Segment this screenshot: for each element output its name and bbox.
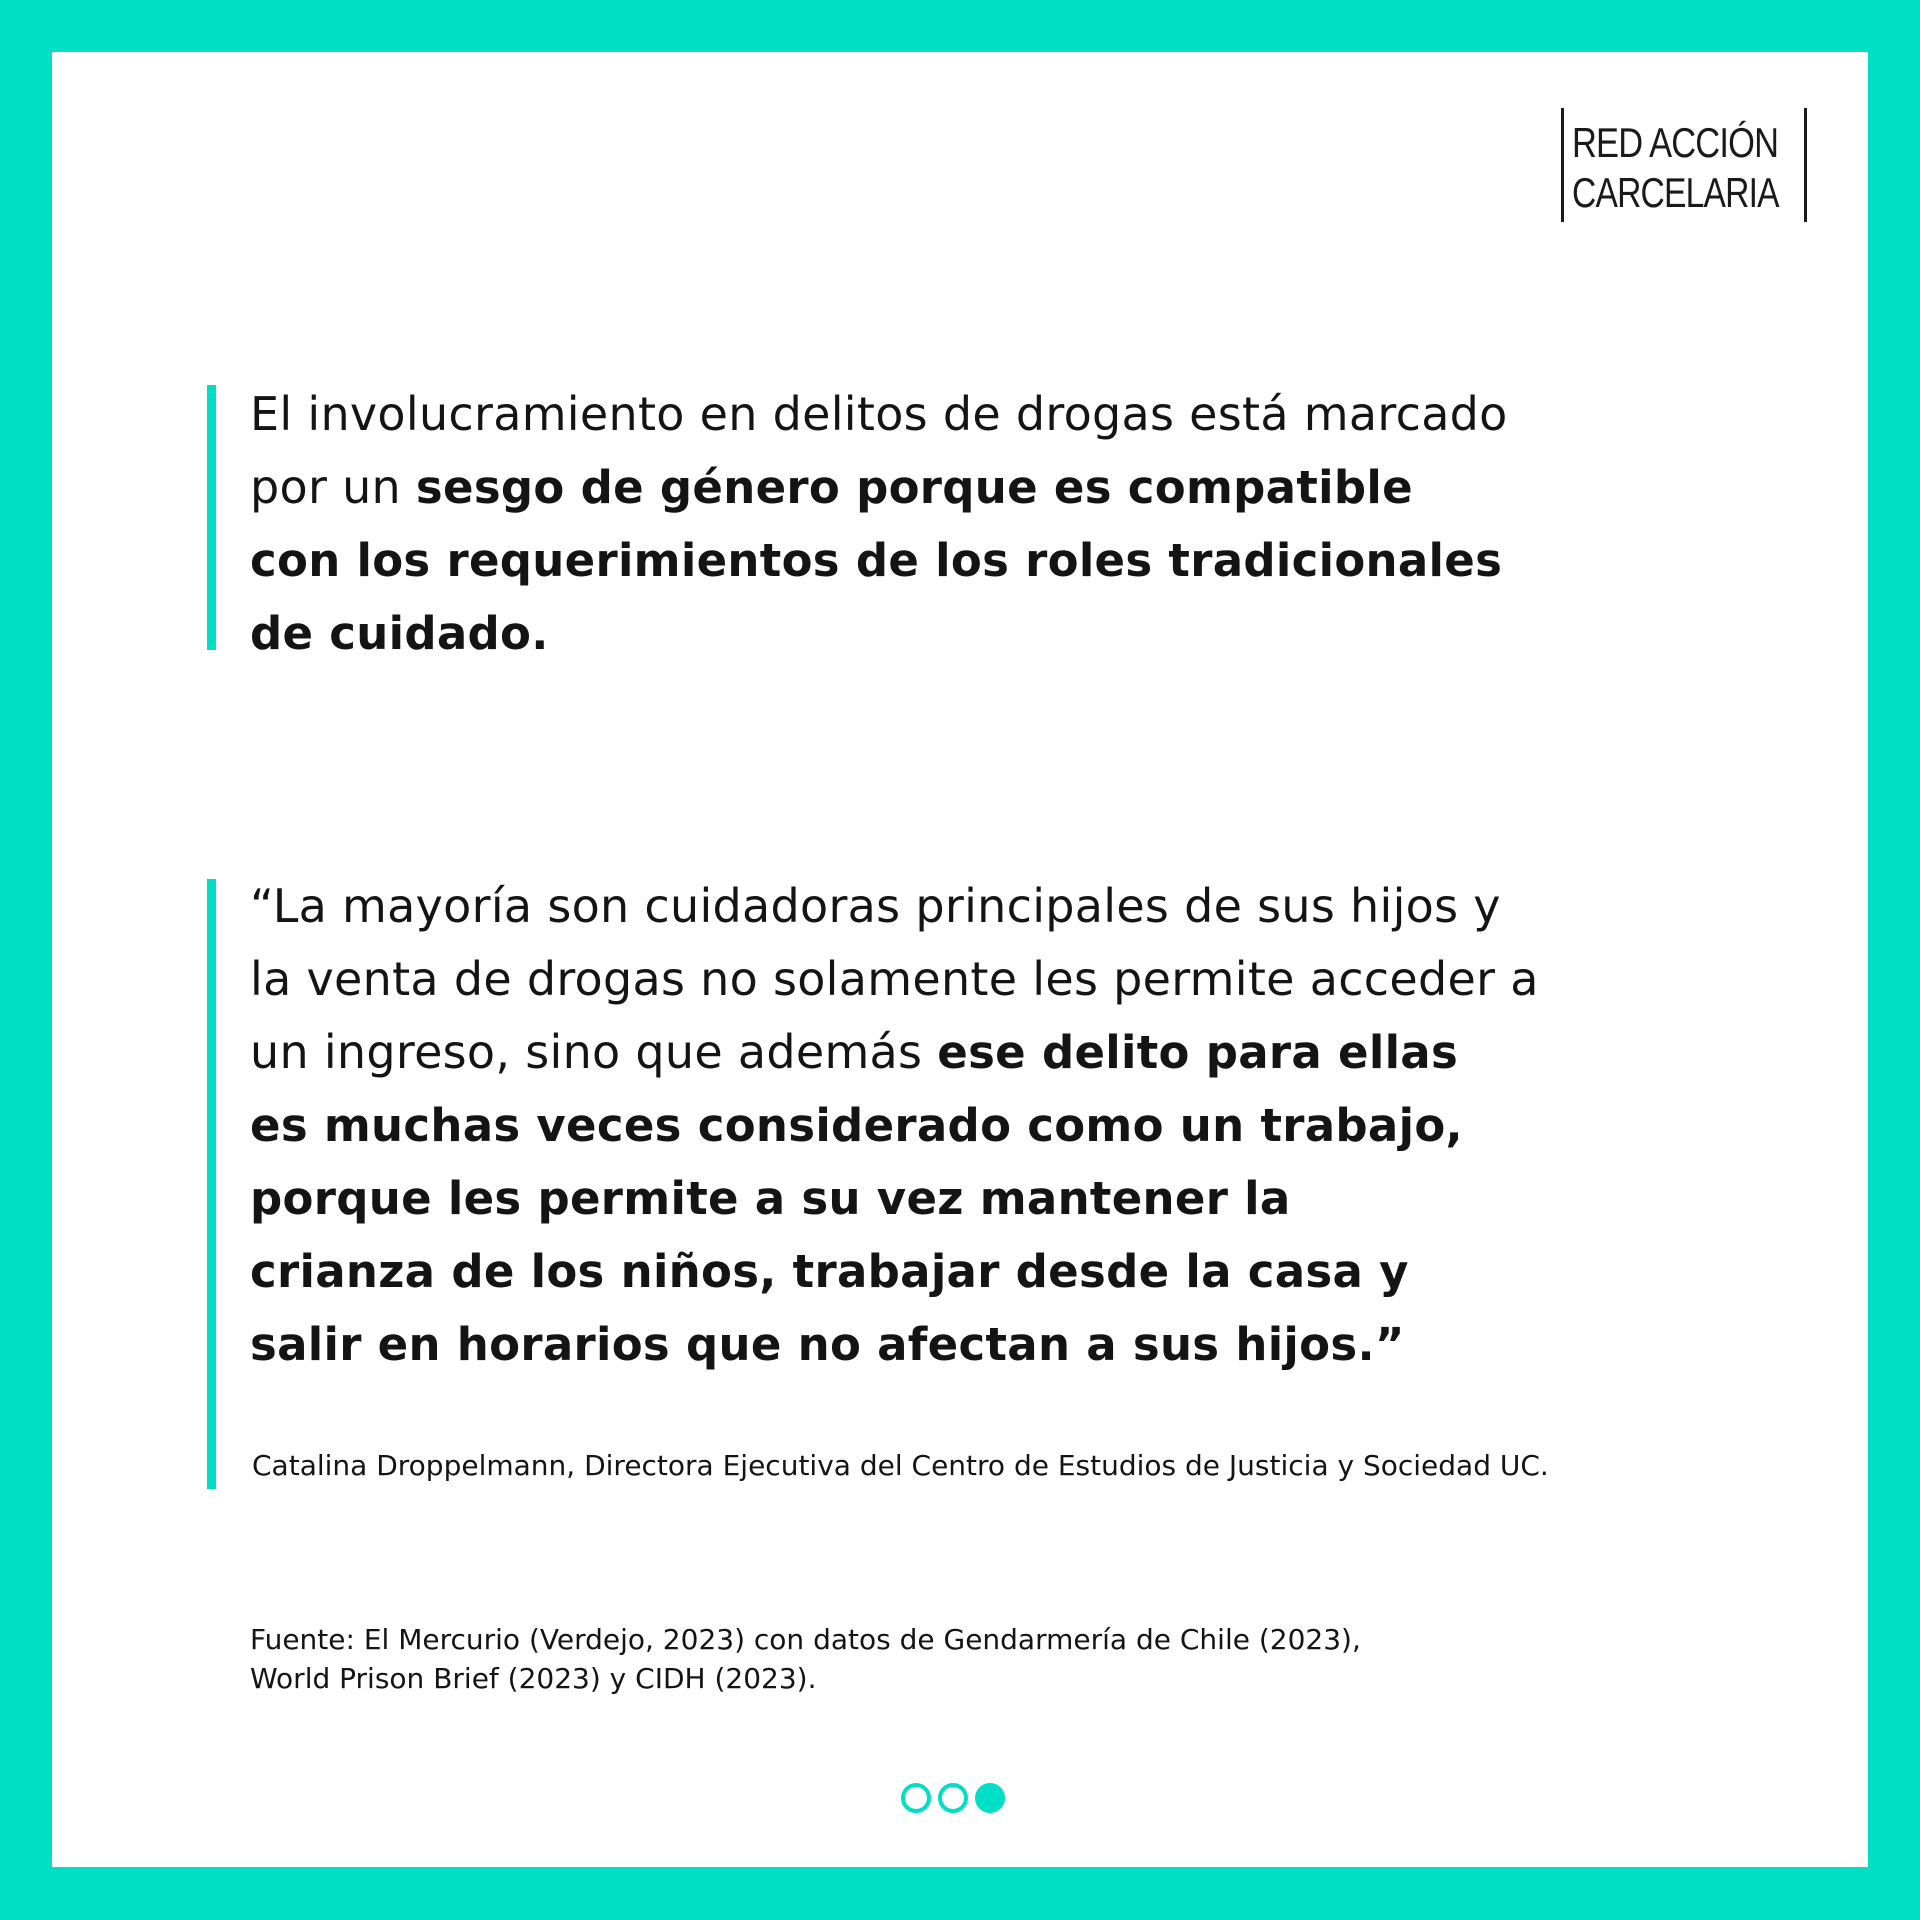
quote-line: “La mayoría son cuidadoras principales de sus hijos y: [250, 879, 1501, 933]
source-line-2: World Prison Brief (2023) y CIDH (2023).: [250, 1662, 817, 1695]
pagination-dot: [901, 1783, 931, 1813]
statement-line: El involucramiento en delitos de drogas está marcado: [250, 387, 1508, 441]
quote-accent-bar: [207, 879, 216, 1489]
quote-line: crianza de los niños, trabajar desde la casa y: [250, 1245, 1409, 1298]
quote-line: la venta de drogas no solamente les permite acceder a: [250, 952, 1539, 1006]
brand-logo: [1561, 108, 1807, 222]
statement-line: con los requerimientos de los roles tradicionales: [250, 534, 1503, 587]
quote-attribution: Catalina Droppelmann, Directora Ejecutiva del Centro de Estudios de Justicia y Sociedad UC.: [252, 1449, 1549, 1482]
pagination-dot-active: [975, 1783, 1005, 1813]
source-note: [250, 1620, 1361, 1698]
pagination-dot: [938, 1783, 968, 1813]
statement-text: [250, 378, 1690, 670]
pagination-dots: [901, 1783, 1023, 1819]
statement-line: de cuidado.: [250, 607, 549, 660]
quote-line: es muchas veces considerado como un trabajo,: [250, 1099, 1463, 1152]
quote-line: salir en horarios que no afectan a sus hijos.”: [250, 1318, 1405, 1371]
statement-line: por un sesgo de género porque es compatible: [250, 460, 1413, 514]
quote-line: porque les permite a su vez mantener la: [250, 1172, 1291, 1225]
brand-logo-line-2: CARCELARIA: [1572, 169, 1779, 216]
brand-logo-line-1: RED ACCIÓN: [1572, 119, 1779, 166]
quote-line: un ingreso, sino que además ese delito para ellas: [250, 1025, 1459, 1079]
statement-accent-bar: [207, 385, 216, 650]
source-line-1: Fuente: El Mercurio (Verdejo, 2023) con datos de Gendarmería de Chile (2023),: [250, 1623, 1361, 1656]
quote-text: [250, 870, 1690, 1381]
